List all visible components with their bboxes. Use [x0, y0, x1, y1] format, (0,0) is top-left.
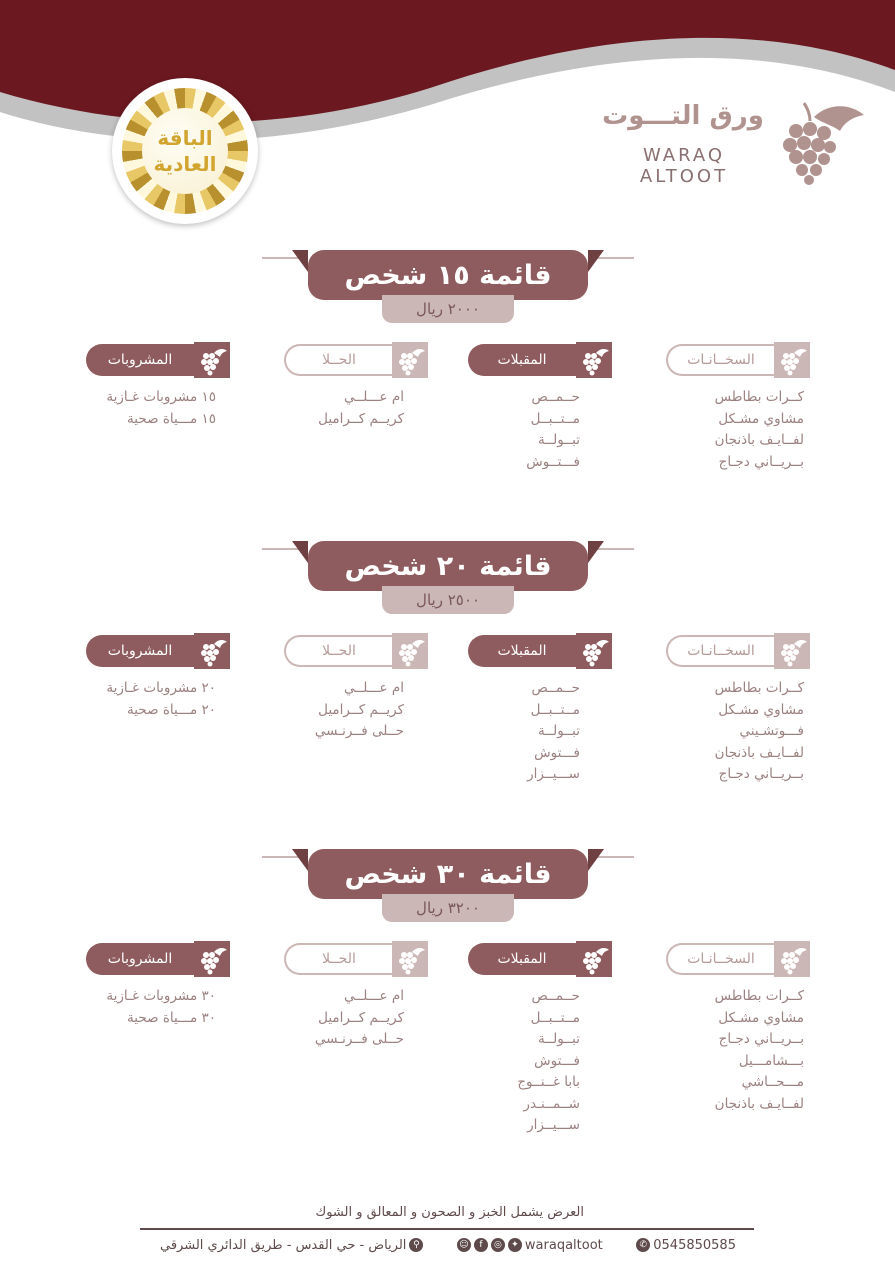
facebook-icon[interactable]: f [474, 1238, 488, 1252]
instagram-icon[interactable]: ◎ [491, 1238, 505, 1252]
category-desserts [284, 633, 428, 669]
category-drinks [86, 633, 230, 669]
category-appetizers [468, 342, 612, 378]
list-item: فـــوتشـيني [739, 723, 804, 739]
drinks-list [56, 387, 216, 430]
category-drinks [86, 342, 230, 378]
list-item: تبــولــة [538, 1031, 580, 1047]
list-item: كريــم كــراميل [318, 701, 404, 718]
list-item: كريــم كــراميل [318, 410, 404, 427]
desserts-list [244, 387, 404, 430]
list-item: تبــولــة [538, 723, 580, 739]
category-mains [666, 633, 810, 669]
twitter-icon[interactable]: ✦ [508, 1238, 522, 1252]
mains-list [644, 678, 804, 786]
grapes-icon [392, 941, 428, 977]
list-item: بابا غــنــوج [517, 1074, 580, 1090]
badge-gold-ring [122, 88, 248, 214]
section-price: ٣٢٠٠ ريال [416, 899, 480, 917]
grapes-icon [774, 941, 810, 977]
list-item: كــرات بطاطس [714, 988, 804, 1004]
category-label: المشروبات [107, 352, 173, 368]
price-banner [382, 295, 514, 323]
grapes-icon [576, 941, 612, 977]
list-item: حــلى فــرنـسي [314, 723, 404, 739]
grapes-icon [774, 633, 810, 669]
list-item: ســـيــزار [527, 766, 580, 782]
category-desserts [284, 342, 428, 378]
section-title: قائمة ٢٠ شخص [344, 550, 552, 582]
category-appetizers [468, 633, 612, 669]
section-price: ٢٠٠٠ ريال [416, 300, 480, 318]
category-appetizers [468, 941, 612, 977]
section-price: ٢٥٠٠ ريال [416, 591, 480, 609]
section-title: قائمة ١٥ شخص [344, 259, 552, 291]
list-item: مـــحــاشي [741, 1074, 804, 1090]
list-item: بــريــاني دجـاج [718, 453, 804, 470]
list-item: ٣٠ مشروبات غـازية [106, 988, 216, 1004]
price-banner [382, 586, 514, 614]
list-item: حــلى فــرنـسي [314, 1031, 404, 1047]
category-label: السخــانـات [687, 352, 755, 368]
category-label: المقبلات [497, 352, 547, 368]
grapes-icon [194, 633, 230, 669]
category-label: المشروبات [107, 951, 173, 967]
section-title-banner [308, 250, 588, 300]
address-group [160, 1238, 423, 1253]
grapes-icon [392, 342, 428, 378]
category-drinks [86, 941, 230, 977]
badge-line-2: العادية [153, 152, 217, 176]
appetizers-list [420, 986, 580, 1137]
list-item: مشاوي مشـكل [718, 701, 804, 718]
list-item: ١٥ مشروبات غـازية [106, 389, 216, 405]
grapes-icon [774, 342, 810, 378]
list-item: لفــايـف باذنجان [714, 744, 804, 761]
list-item: حــمــص [531, 680, 580, 696]
list-item: ام عـــلــي [344, 389, 404, 405]
desserts-list [244, 986, 404, 1051]
drinks-list [56, 986, 216, 1029]
category-label: الحــلا [322, 643, 356, 659]
list-item: كــرات بطاطس [714, 389, 804, 405]
category-label: السخــانـات [687, 643, 755, 659]
phone-number[interactable]: 0545850585 [653, 1237, 736, 1253]
brand-logo [596, 95, 876, 185]
section-title: قائمة ٣٠ شخص [344, 858, 552, 890]
section-title-banner [308, 541, 588, 591]
desserts-list [244, 678, 404, 743]
list-item: مــتــبــل [530, 410, 580, 427]
list-item: بــريــاني دجـاج [718, 766, 804, 782]
list-item: فـــتوش [534, 744, 580, 761]
list-item: ٢٠ مـــياة صحية [127, 701, 216, 718]
social-handle[interactable]: waraqaltoot [524, 1237, 603, 1253]
list-item: كريــم كــراميل [318, 1009, 404, 1026]
package-badge [112, 78, 258, 224]
category-label: الحــلا [322, 951, 356, 967]
list-item: بـــشامـــيل [738, 1052, 804, 1069]
category-desserts [284, 941, 428, 977]
category-label: المقبلات [497, 951, 547, 967]
list-item: ٢٠ مشروبات غـازية [106, 680, 216, 696]
snapchat-icon[interactable]: ☺ [457, 1238, 471, 1252]
mains-list [644, 387, 804, 473]
mains-list [644, 986, 804, 1115]
list-item: لفــايـف باذنجان [714, 432, 804, 448]
footer-note: العرض يشمل الخبز و الصحون و المعالق و الشوك [315, 1205, 584, 1220]
appetizers-list [420, 678, 580, 786]
list-item: لفــايـف باذنجان [714, 1095, 804, 1112]
category-label: الحــلا [322, 352, 356, 368]
list-item: ٣٠ مـــياة صحية [127, 1009, 216, 1026]
footer-divider [140, 1228, 754, 1230]
drinks-list [56, 678, 216, 721]
footer-contact [160, 1234, 736, 1256]
phone-icon: ✆ [636, 1238, 650, 1252]
badge-line-1: الباقة [157, 126, 213, 150]
list-item: مــتــبــل [530, 1009, 580, 1026]
list-item: ١٥ مـــياة صحية [127, 410, 216, 427]
list-item: فـــتــوش [526, 453, 580, 470]
list-item: حــمــص [531, 988, 580, 1004]
appetizers-list [420, 387, 580, 473]
phone-group [636, 1238, 736, 1253]
price-banner [382, 894, 514, 922]
list-item: كــرات بطاطس [714, 680, 804, 696]
list-item: مــتــبــل [530, 701, 580, 718]
list-item: حــمــص [531, 389, 580, 405]
list-item: بــريــاني دجـاج [718, 1031, 804, 1047]
category-mains [666, 342, 810, 378]
social-group [457, 1238, 603, 1253]
list-item: فـــتوش [534, 1052, 580, 1069]
location-pin-icon: ⚲ [409, 1238, 423, 1252]
list-item: مشاوي مشـكل [718, 1009, 804, 1026]
logo-arabic-text: ورق التـــوت [602, 101, 764, 131]
grapes-icon [194, 342, 230, 378]
section-title-banner [308, 849, 588, 899]
list-item: شــمــنـدر [523, 1095, 580, 1112]
address-text: الرياض - حي القدس - طريق الدائري الشرقي [160, 1237, 407, 1253]
list-item: مشاوي مشـكل [718, 410, 804, 427]
list-item: ســـيــزار [527, 1117, 580, 1133]
grapes-icon [576, 342, 612, 378]
category-mains [666, 941, 810, 977]
grapes-icon [194, 941, 230, 977]
grapes-icon [392, 633, 428, 669]
logo-english-text: WARAQ ALTOOT [639, 145, 729, 187]
list-item: ام عـــلــي [344, 988, 404, 1004]
category-label: المقبلات [497, 643, 547, 659]
list-item: ام عـــلــي [344, 680, 404, 696]
grapes-icon [576, 633, 612, 669]
category-label: السخــانـات [687, 951, 755, 967]
grapes-icon [774, 95, 866, 185]
list-item: تبــولــة [538, 432, 580, 448]
category-label: المشروبات [107, 643, 173, 659]
